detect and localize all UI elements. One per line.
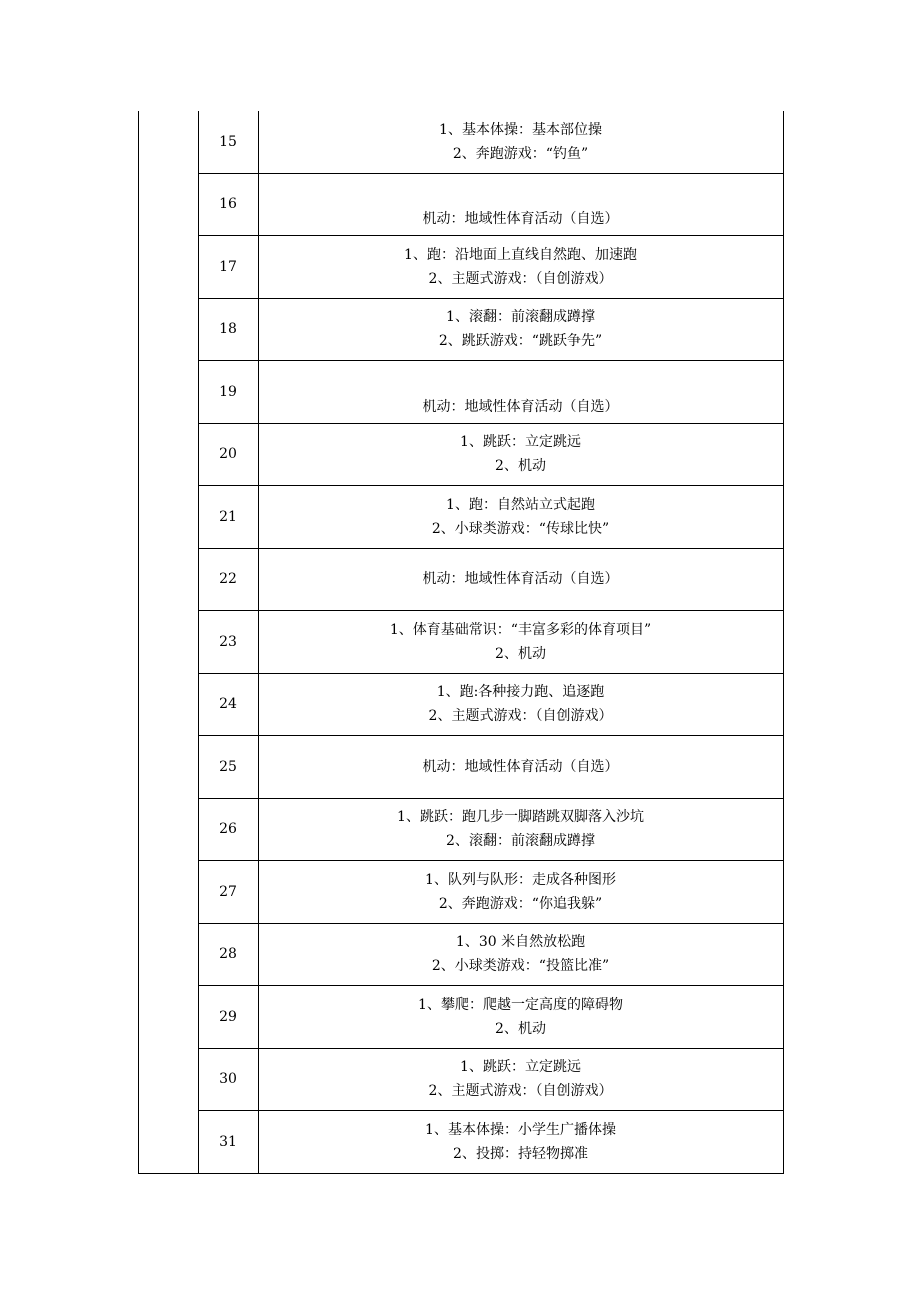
lesson-number: 17 xyxy=(219,258,237,275)
lesson-content-line: 2、机动 xyxy=(495,458,546,475)
lesson-content xyxy=(258,486,783,548)
lesson-content xyxy=(258,111,783,173)
lesson-content-line: 2、奔跑游戏：“钓鱼” xyxy=(452,145,589,162)
lesson-content xyxy=(258,1111,783,1173)
lesson-number: 21 xyxy=(219,508,237,525)
table-row xyxy=(198,611,784,674)
lesson-number: 22 xyxy=(219,571,237,588)
lesson-content-line: 1、体育基础常识：“丰富多彩的体育项目” xyxy=(389,621,652,638)
lesson-number: 23 xyxy=(219,633,237,650)
lesson-content-line: 1、跳跃：跑几步一脚踏跳双脚落入沙坑 xyxy=(397,809,644,826)
lesson-number: 19 xyxy=(219,383,237,400)
table-row xyxy=(198,361,784,424)
lesson-content-line: 2、主题式游戏：（自创游戏） xyxy=(428,1083,613,1100)
lesson-content xyxy=(258,736,783,798)
table-row xyxy=(198,674,784,737)
lesson-content-line: 1、攀爬：爬越一定高度的障碍物 xyxy=(418,996,623,1013)
lesson-content-line: 2、滚翻：前滚翻成蹲撑 xyxy=(446,833,595,850)
lesson-content xyxy=(258,799,783,861)
lesson-content-line: 1、跑：自然站立式起跑 xyxy=(446,496,595,513)
lesson-number: 25 xyxy=(219,758,237,775)
lesson-number: 18 xyxy=(219,321,237,338)
table-row xyxy=(198,986,784,1049)
table-row xyxy=(198,299,784,362)
table-row xyxy=(198,861,784,924)
lesson-content-line: 1、跑:各种接力跑、追逐跑 xyxy=(436,684,605,701)
lesson-number: 26 xyxy=(219,821,237,838)
table-row xyxy=(198,1111,784,1174)
table-row xyxy=(198,111,784,174)
schedule-table xyxy=(198,111,784,1174)
lesson-content-line: 2、主题式游戏：（自创游戏） xyxy=(428,270,613,287)
table-row xyxy=(198,799,784,862)
lesson-content-line: 机动：地域性体育活动（自选） xyxy=(422,758,619,775)
lesson-content-line: 2、主题式游戏：（自创游戏） xyxy=(428,708,613,725)
table-row xyxy=(198,736,784,799)
lesson-content xyxy=(258,1049,783,1111)
lesson-number: 29 xyxy=(219,1008,237,1025)
lesson-number: 30 xyxy=(219,1071,237,1088)
lesson-content-line: 2、机动 xyxy=(495,645,546,662)
lesson-content-line: 2、奔跑游戏：“你追我躲” xyxy=(438,895,603,912)
lesson-number: 24 xyxy=(219,696,237,713)
lesson-number: 15 xyxy=(219,133,237,150)
lesson-content-line: 1、基本体操：小学生广播体操 xyxy=(425,1121,616,1138)
lesson-content xyxy=(258,549,783,611)
table-row xyxy=(198,236,784,299)
lesson-content-line: 1、跳跃：立定跳远 xyxy=(460,434,581,451)
lesson-content-line: 机动：地域性体育活动（自选） xyxy=(422,398,619,415)
lesson-content-line: 2、机动 xyxy=(495,1020,546,1037)
lesson-content-line: 2、小球类游戏：“传球比快” xyxy=(431,520,610,537)
lesson-content xyxy=(258,674,783,736)
lesson-number: 20 xyxy=(219,446,237,463)
table-row xyxy=(198,924,784,987)
lesson-content-line: 1、队列与队形：走成各种图形 xyxy=(425,871,616,888)
lesson-content xyxy=(258,361,783,423)
lesson-content xyxy=(258,236,783,298)
table-row xyxy=(198,549,784,612)
lesson-content-line: 1、滚翻：前滚翻成蹲撑 xyxy=(446,309,595,326)
lesson-content-line: 2、投掷：持轻物掷准 xyxy=(453,1145,588,1162)
lesson-content xyxy=(258,924,783,986)
lesson-content-line: 2、小球类游戏：“投篮比准” xyxy=(431,958,610,975)
lesson-number: 27 xyxy=(219,883,237,900)
lesson-content-line: 1、基本体操：基本部位操 xyxy=(439,121,602,138)
lesson-content-line: 机动：地域性体育活动（自选） xyxy=(422,571,619,588)
table-left-border xyxy=(138,111,139,1174)
lesson-content xyxy=(258,861,783,923)
lesson-content-line: 1、跳跃：立定跳远 xyxy=(460,1059,581,1076)
lesson-content-line: 1、跑：沿地面上直线自然跑、加速跑 xyxy=(404,246,637,263)
lesson-content xyxy=(258,174,783,236)
lesson-content-line: 机动：地域性体育活动（自选） xyxy=(422,211,619,227)
table-row xyxy=(198,174,784,237)
lesson-content xyxy=(258,986,783,1048)
lesson-content xyxy=(258,299,783,361)
table-row xyxy=(198,486,784,549)
table-row xyxy=(198,424,784,487)
lesson-number: 16 xyxy=(219,196,237,213)
lesson-number: 28 xyxy=(219,946,237,963)
lesson-content xyxy=(258,611,783,673)
lesson-number: 31 xyxy=(219,1133,237,1150)
table-row xyxy=(198,1049,784,1112)
lesson-content xyxy=(258,424,783,486)
lesson-content-line: 1、30 米自然放松跑 xyxy=(455,934,586,951)
lesson-content-line: 2、跳跃游戏：“跳跃争先” xyxy=(438,333,603,350)
